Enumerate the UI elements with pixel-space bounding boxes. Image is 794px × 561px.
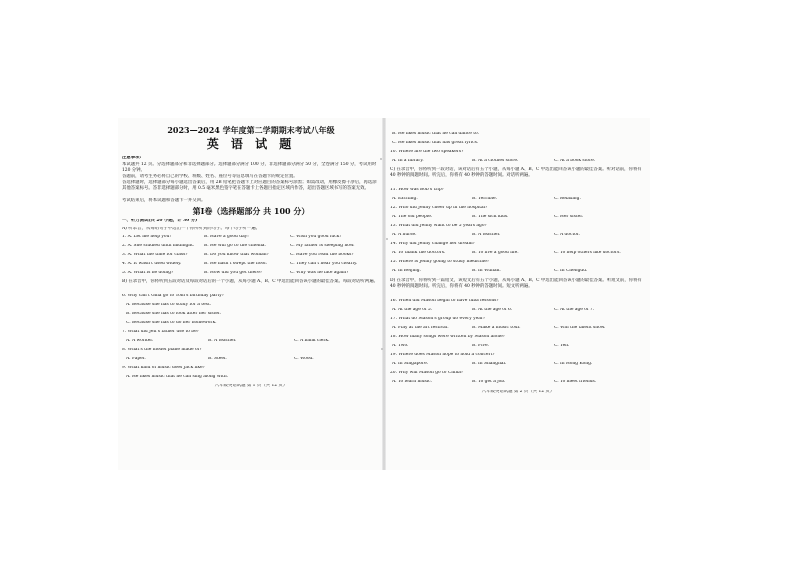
question-17-option-b: B. Make a music tour.: [472, 326, 521, 330]
question-11-option-c: C. Relaxing.: [554, 197, 581, 201]
question-9-option-c: C. He likes music that has great lyrics.: [392, 141, 479, 145]
question-11: 11. How was Bob's trip?: [390, 188, 444, 192]
question-7-option-c: C. A bank clerk.: [294, 339, 330, 343]
question-5-option-c: C. Why was he late again?: [290, 271, 349, 275]
question-6-option-a: A. Because she has to study for a test.: [126, 303, 211, 307]
part-d-instruction: D) 在录音中，你将听到一篇短文，该短文后有五个小题，从每小题 A、B、C 中选出能回答该小题的最佳答案。听短文前，你将有 40 秒钟的阅题时间。听完后，你将有 40 秒钟的答题时间。短文听两遍。: [390, 278, 642, 289]
question-14: 14. Why did Jenny change her dream?: [390, 242, 476, 246]
scan-speck: [386, 238, 388, 240]
question-3-option-c: C. Have you read the books?: [290, 253, 354, 257]
question-2-option-c: C. My father is sleeping now.: [290, 244, 355, 248]
question-1-option-c: C. Wish you good luck!: [290, 235, 342, 239]
question-1-option-b: B. Have a good day!: [204, 235, 249, 239]
question-12-option-c: C. Her sister.: [554, 215, 584, 219]
question-4-option-b: B. He hasn't swept the floor.: [204, 262, 268, 266]
question-19-option-a: A. In Singapore.: [392, 362, 429, 366]
question-8-option-b: B. Steel.: [208, 357, 227, 361]
question-16-option-a: A. At the age of 5.: [392, 308, 433, 312]
scan-speck: [381, 348, 383, 350]
page-1-footer: 八年级英语试题 第 1 页（共 12 页）: [214, 384, 288, 388]
scan-speck: [380, 158, 382, 160]
question-16: 16. When did Mason begin to have tuba lessons?: [390, 299, 499, 303]
question-15-option-a: A. In Beijing.: [392, 269, 421, 273]
question-9-option-a: A. He likes music that he can sing along with.: [126, 375, 229, 379]
question-17-option-a: A. Play at the art festival.: [392, 326, 449, 330]
question-20: 20. Why will Mason go to China?: [390, 371, 464, 375]
exam-page-2: [386, 118, 650, 470]
question-3-option-a: 3. A. What the time for class?: [122, 253, 188, 257]
question-6-option-c: C. Because she has to do her homework.: [126, 321, 217, 325]
page-2-footer: 八年级英语试题 第 2 页（共 12 页）: [481, 390, 555, 394]
question-13: 13. What did Jenny want to be 5 years ago?: [390, 224, 487, 228]
question-18-option-c: C. Ten.: [554, 344, 570, 348]
question-14-option-b: B. To live a good life.: [472, 251, 519, 255]
notice-paragraph-3: 答选择题时，选择题部分每小题选出答案后，用 2B 铅笔把答题卡上对应题目的答案标号涂黑；如需改动，用橡皮擦干净后，再选涂其他答案标号。答非选择题部分时，用 0.5 毫米黑色签字笔在答题卡上各题目指定区域内作答，超出答题区域书写的答案无效。: [122, 180, 377, 191]
question-3-option-b: B. Do you know that woman?: [204, 253, 269, 257]
notice-paragraph-4: 考试结束后，将本试题和答题卡一并交回。: [122, 198, 206, 203]
question-7-option-a: A. A worker.: [126, 339, 154, 343]
question-19: 19. Where does Mason hope to hold a concert?: [390, 353, 495, 357]
exam-page-1: [118, 118, 384, 470]
question-6-option-b: B. Because she has to look after her sister.: [126, 312, 222, 316]
notice-heading: 注意事项:: [122, 156, 142, 160]
notice-paragraph-2: 答题前，请考生务必将自己的学校、班级、姓名、座位号等信息填写在答题卡的规定位置。: [122, 174, 298, 179]
exam-title: 2023—2024 学年度第二学期期末考试八年级: [167, 125, 335, 135]
question-15-option-c: C. In Chengdu.: [554, 269, 588, 273]
question-15: 15. Where is Jenny going to study medicine?: [390, 260, 490, 264]
question-10-option-a: A. In a library.: [392, 159, 424, 163]
question-17-option-c: C. Win the talent show.: [554, 326, 606, 330]
question-18: 18. How many songs were written by Mason alone?: [390, 335, 506, 339]
question-15-option-b: B. In Wuhan.: [472, 269, 501, 273]
question-20-option-c: C. To meet friends.: [554, 380, 597, 384]
question-17: 17. What do Mason's group do every year?: [390, 317, 486, 321]
question-13-option-b: B. A teacher.: [472, 233, 501, 237]
question-12-option-a: A. The old people.: [392, 215, 433, 219]
part-b-instruction: B) 在录音中，你将听到五段对话及每段对话后的一个小题，从每小题 A、B、C 中选出能回答该小题的最佳答案。每段对话听两遍。: [122, 279, 378, 284]
question-10-option-c: C. At a book store.: [554, 159, 596, 163]
question-19-option-b: B. In Shanghai.: [472, 362, 507, 366]
part-a-instruction: A) 听录音，从每组句子中选出一个你所听到的句子。每个句子听一遍。: [122, 227, 261, 231]
question-1-option-a: 1. A. Let me help you!: [122, 235, 172, 239]
notice-paragraph-1: 本试题共 12 页。分选择题部分和非选择题部分。选择题部分满分 100 分，非选择题部分满分 50 分，全卷满分 150 分，考试用时 120 分钟。: [122, 162, 377, 173]
question-18-option-b: B. Five.: [472, 344, 489, 348]
question-7-option-b: B. A teacher.: [208, 339, 237, 343]
question-2-option-b: B. He will go to the cinema.: [204, 244, 266, 248]
question-13-option-c: C. A doctor.: [554, 233, 580, 237]
question-13-option-a: A. A nurse.: [392, 233, 417, 237]
question-4-option-a: 4. A. It wasn't used widely.: [122, 262, 182, 266]
part-1-heading: 一、听力测试(共 20 小题，计 30 分): [122, 219, 198, 223]
question-12-option-b: B. The sick kids.: [472, 215, 509, 219]
question-10-option-b: B. At a clothes store.: [472, 159, 519, 163]
subject-title: 英 语 试 题: [206, 137, 296, 151]
question-20-option-a: A. To learn music.: [392, 380, 433, 384]
question-11-option-a: A. Exciting.: [392, 197, 418, 201]
question-12: 12. Who did Jenny cheer up in the hospital?: [390, 206, 488, 210]
question-14-option-c: C. To help others like doctors.: [554, 251, 621, 255]
question-9-option-b: B. He likes music that he can dance to.: [392, 132, 479, 136]
question-18-option-a: A. Two.: [392, 344, 409, 348]
question-8-option-c: C. Wood.: [294, 357, 314, 361]
question-16-option-c: C. At the age of 7.: [554, 308, 595, 312]
question-5-option-b: B. How did you get there?: [204, 271, 263, 275]
question-11-option-b: B. Terrible.: [472, 197, 498, 201]
section-1-heading: 第Ⅰ卷（选择题部分 共 100 分）: [192, 206, 310, 216]
question-14-option-a: A. To thank the doctors.: [392, 251, 446, 255]
question-5-option-a: 5. A. What is he doing?: [122, 271, 174, 275]
question-10: 10. Where are the two speakers?: [390, 150, 464, 154]
scanned-exam-sheet: [118, 118, 650, 470]
question-2-option-a: 2. A. She studied until midnight.: [122, 244, 195, 248]
question-9: 9. What kind of music does Jack like?: [122, 366, 205, 370]
question-8: 8. What's the model plane made of?: [122, 348, 202, 352]
part-c-instruction: C) 在录音中，你将听到一段对话，该对话后有五个小题，从每小题 A、B、C 中选出能回答该小题的最佳答案。听对话前，你将有 40 秒钟的阅题时间。听完后，你将有 40 秒钟的答题时间。对话听两遍。: [390, 167, 642, 178]
question-16-option-b: B. At the age of 6.: [472, 308, 513, 312]
question-8-option-a: A. Paper.: [126, 357, 146, 361]
question-6: 6. Why can't Gina go to Tom's birthday party?: [122, 294, 225, 298]
question-4-option-c: C. They can't hear you clearly.: [290, 262, 358, 266]
question-7: 7. What did Jeff's father use to be?: [122, 330, 200, 334]
question-20-option-b: B. To get a job.: [472, 380, 506, 384]
question-19-option-c: C. In Hong Kong.: [554, 362, 593, 366]
